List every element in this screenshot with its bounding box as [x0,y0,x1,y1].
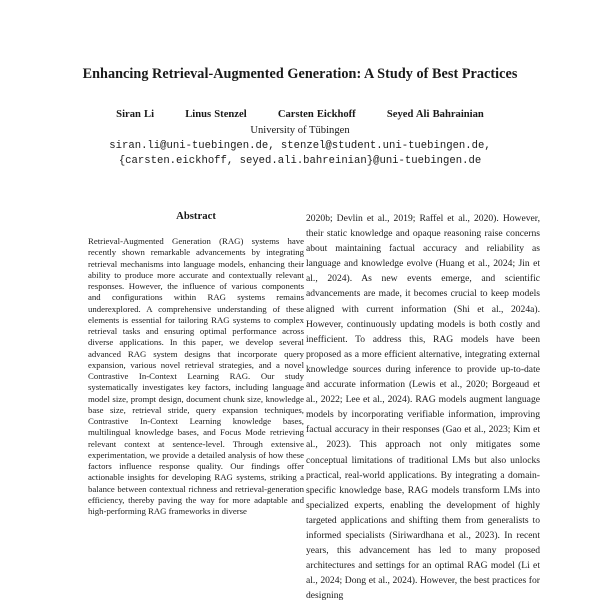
author-list [0,109,600,120]
affiliation: University of Tübingen [250,125,350,136]
author-name: Seyed Ali Bahrainian [386,109,484,120]
author-name: Linus Stenzel [185,109,247,120]
author-name: Siran Li [116,109,155,120]
paper-title: Enhancing Retrieval-Augmented Generation: A Study of Best Practices [82,66,518,82]
abstract-body [88,236,304,517]
intro-paragraph: 2020b; Devlin et al., 2019; Raffel et al., 2020). However, their static knowledge and opaque reasoning raise concerns about maintaining factual accuracy and reliability as language and knowledge evolve (Huang et al., 2024; Jin et al., 2024). As new events emerge, and scientific advancements are made, it becomes crucial to keep models aligned with current information (Shi et al., 2024a). However, continuously updating models is both costly and inefficient. To address this, RAG models have been proposed as a more efficient alternative, integrating external knowledge sources during inference to provide up-to-date and accurate information (Lewis et al., 2020; Borgeaud et al., 2022; Lee et al., 2024). RAG models augment language models by incorporating verifiable information, improving factual accuracy in their responses (Gao et al., 2023; Kim et al., 2023). This approach not only mitigates some conceptual limitations of traditional LMs but also unlocks practical, real-world applications. By integrating a domain-specific knowledge base, RAG models transform LMs into specialized experts, enabling the development of highly targeted applications and shifting them from generalists to informed specialists (Siriwardhana et al., 2023). In recent years, this advancement has led to many proposed architectures and settings for an optimal RAG model (Li et al., 2024; Dong et al., 2024). However, the best practices for designing [306,213,540,602]
email-line: siran.li@uni-tuebingen.de, stenzel@student.uni-tuebingen.de, [109,140,491,152]
abstract-paragraph: Retrieval-Augmented Generation (RAG) systems have recently shown remarkable advancements by integrating retrieval mechanisms into language models, enhancing their ability to produce more accurate and contextually relevant responses. However, the influence of various components and configurations within RAG systems remains underexplored. A comprehensive understanding of these elements is essential for tailoring RAG systems to complex retrieval tasks and ensuring optimal performance across diverse applications. In this paper, we develop several advanced RAG system designs that incorporate query expansion, various novel retrieval strategies, and a novel Contrastive In-Context Learning RAG. Our study systematically investigates key factors, including language model size, prompt design, document chunk size, knowledge base size, retrieval stride, query expansion techniques, Contrastive In-Context Learning knowledge bases, multilingual knowledge bases, and Focus Mode retrieving relevant context at sentence-level. Through extensive experimentation, we provide a detailed analysis of how these factors influence response quality. Our findings offer actionable insights for developing RAG systems, striking a balance between contextual richness and retrieval-generation efficiency, thereby paving the way for more adaptable and high-performing RAG frameworks in diverse [88,236,304,516]
author-name: Carsten Eickhoff [277,109,356,120]
introduction-column [306,211,540,603]
email-line: {carsten.eickhoff, seyed.ali.bahreinian}@uni-tuebingen.de [118,155,482,167]
abstract-heading: Abstract [176,210,216,222]
